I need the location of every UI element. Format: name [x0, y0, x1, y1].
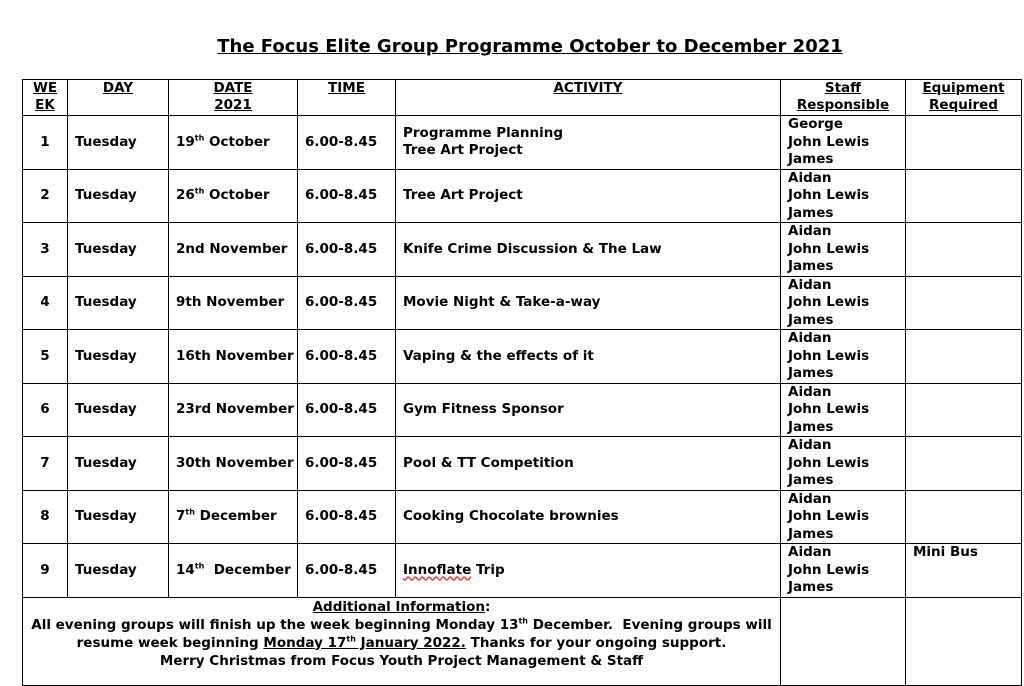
- date-cell: 26th October: [169, 169, 298, 223]
- week-cell: 1: [23, 116, 68, 170]
- day-cell: Tuesday: [68, 383, 169, 437]
- equipment-cell: [906, 330, 1022, 384]
- week-cell: 3: [23, 223, 68, 277]
- equipment-cell: [906, 276, 1022, 330]
- time-cell: 6.00-8.45: [298, 437, 396, 491]
- day-cell: Tuesday: [68, 223, 169, 277]
- table-row: [23, 437, 1022, 491]
- info-equipment-cell: [906, 597, 1022, 685]
- header-date: DATE 2021: [169, 80, 298, 116]
- week-cell: 5: [23, 330, 68, 384]
- activity-cell: Vaping & the effects of it: [396, 330, 781, 384]
- page-title: The Focus Elite Group Programme October to December 2021: [217, 36, 843, 57]
- equipment-cell: [906, 169, 1022, 223]
- week-cell: 2: [23, 169, 68, 223]
- header-activity: ACTIVITY: [396, 80, 781, 116]
- table-row: [23, 276, 1022, 330]
- header-time: TIME: [298, 80, 396, 116]
- staff-cell: Aidan John Lewis James: [781, 544, 906, 598]
- header-equipment: Equipment Required: [906, 80, 1022, 116]
- date-cell: 14th December: [169, 544, 298, 598]
- activity-cell: Pool & TT Competition: [396, 437, 781, 491]
- activity-cell: Movie Night & Take-a-way: [396, 276, 781, 330]
- additional-info-row: [23, 597, 1022, 685]
- week-cell: 6: [23, 383, 68, 437]
- date-cell: 16th November: [169, 330, 298, 384]
- info-line-2: resume week beginning Monday 17th January 2022. Thanks for your ongoing support.: [76, 634, 727, 651]
- time-cell: 6.00-8.45: [298, 330, 396, 384]
- week-cell: 9: [23, 544, 68, 598]
- info-heading: Additional Information:: [312, 598, 491, 615]
- day-cell: Tuesday: [68, 544, 169, 598]
- staff-cell: Aidan John Lewis James: [781, 276, 906, 330]
- time-cell: 6.00-8.45: [298, 169, 396, 223]
- header-row: [23, 80, 1022, 116]
- additional-info-cell: [23, 597, 781, 685]
- week-cell: 7: [23, 437, 68, 491]
- staff-cell: Aidan John Lewis James: [781, 223, 906, 277]
- week-cell: 4: [23, 276, 68, 330]
- staff-cell: Aidan John Lewis James: [781, 169, 906, 223]
- activity-cell: Programme Planning Tree Art Project: [396, 116, 781, 170]
- equipment-cell: [906, 437, 1022, 491]
- day-cell: Tuesday: [68, 169, 169, 223]
- day-cell: Tuesday: [68, 490, 169, 544]
- equipment-cell: [906, 223, 1022, 277]
- time-cell: 6.00-8.45: [298, 276, 396, 330]
- staff-cell: Aidan John Lewis James: [781, 330, 906, 384]
- header-staff: Staff Responsible: [781, 80, 906, 116]
- programme-table: [22, 79, 1022, 686]
- equipment-cell: Mini Bus: [906, 544, 1022, 598]
- date-cell: 19th October: [169, 116, 298, 170]
- time-cell: 6.00-8.45: [298, 490, 396, 544]
- staff-cell: Aidan John Lewis James: [781, 490, 906, 544]
- info-line-3: Merry Christmas from Focus Youth Project Management & Staff: [159, 652, 644, 669]
- activity-cell: Knife Crime Discussion & The Law: [396, 223, 781, 277]
- table-row: [23, 544, 1022, 598]
- date-cell: 23rd November: [169, 383, 298, 437]
- day-cell: Tuesday: [68, 116, 169, 170]
- table-row: [23, 490, 1022, 544]
- table-row: [23, 223, 1022, 277]
- info-line-1: All evening groups will finish up the week beginning Monday 13th December. Evening groups will: [31, 616, 772, 633]
- info-staff-cell: [781, 597, 906, 685]
- activity-cell: Cooking Chocolate brownies: [396, 490, 781, 544]
- activity-cell: Innoflate Trip: [396, 544, 781, 598]
- table-row: [23, 169, 1022, 223]
- activity-cell: Gym Fitness Sponsor: [396, 383, 781, 437]
- date-cell: 30th November: [169, 437, 298, 491]
- day-cell: Tuesday: [68, 330, 169, 384]
- time-cell: 6.00-8.45: [298, 544, 396, 598]
- staff-cell: Aidan John Lewis James: [781, 383, 906, 437]
- day-cell: Tuesday: [68, 276, 169, 330]
- spellcheck-word: Innoflate: [403, 561, 472, 578]
- day-cell: Tuesday: [68, 437, 169, 491]
- activity-cell: Tree Art Project: [396, 169, 781, 223]
- week-cell: 8: [23, 490, 68, 544]
- date-cell: 9th November: [169, 276, 298, 330]
- date-cell: 7th December: [169, 490, 298, 544]
- equipment-cell: [906, 383, 1022, 437]
- table-row: [23, 330, 1022, 384]
- equipment-cell: [906, 116, 1022, 170]
- staff-cell: George John Lewis James: [781, 116, 906, 170]
- table-row: [23, 116, 1022, 170]
- time-cell: 6.00-8.45: [298, 223, 396, 277]
- date-cell: 2nd November: [169, 223, 298, 277]
- time-cell: 6.00-8.45: [298, 116, 396, 170]
- equipment-cell: [906, 490, 1022, 544]
- header-day: DAY: [68, 80, 169, 116]
- header-week: WE EK: [23, 80, 68, 116]
- table-row: [23, 383, 1022, 437]
- time-cell: 6.00-8.45: [298, 383, 396, 437]
- staff-cell: Aidan John Lewis James: [781, 437, 906, 491]
